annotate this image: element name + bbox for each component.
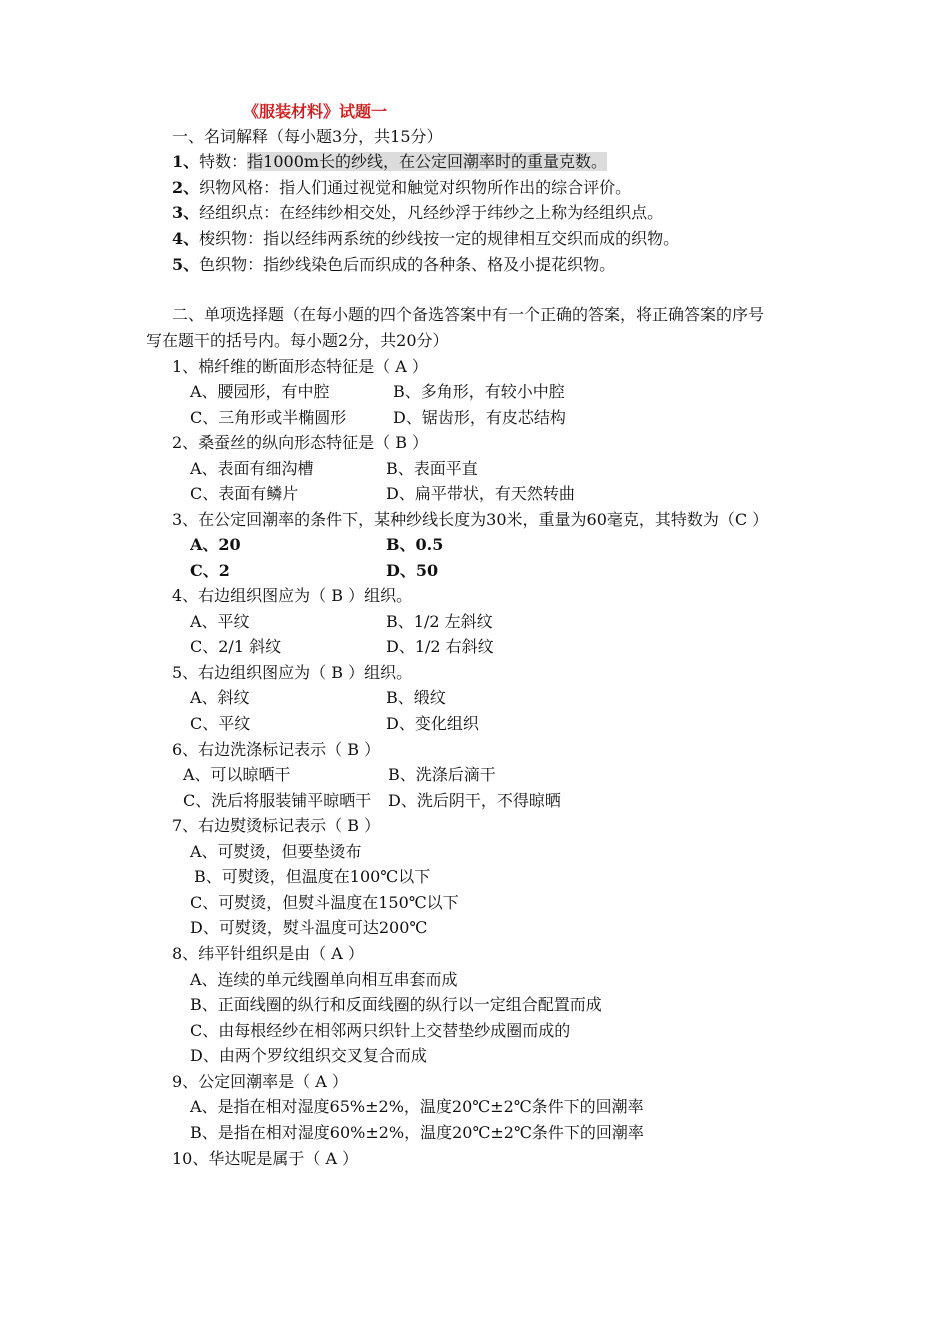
question-8-stem: 8、纬平针组织是由（ A ） [172, 944, 364, 963]
q1-option-c: C、三角形或半椭圆形 [190, 408, 347, 427]
q4-option-a: A、平纹 [190, 612, 250, 631]
term-def: 指纱线染色后而织成的各种条、格及小提花织物。 [263, 255, 616, 274]
q5-option-b: B、缎纹 [386, 688, 446, 707]
q3-option-b: B、0.5 [386, 535, 444, 554]
term-name: 经组织点： [199, 203, 280, 222]
section2-heading-line2: 写在题干的括号内。每小题2分，共20分） [146, 331, 449, 350]
q2-option-c: C、表面有鳞片 [190, 484, 299, 503]
q2-option-a: A、表面有细沟槽 [190, 459, 314, 478]
term-name: 梭织物： [199, 229, 264, 248]
q4-option-b: B、1/2 左斜纹 [386, 612, 493, 631]
q3-option-a: A、20 [190, 535, 241, 554]
term-name: 色织物： [199, 255, 264, 274]
term-num: 2、 [172, 178, 200, 197]
section1-heading: 一、名词解释（每小题3分，共15分） [172, 127, 443, 146]
q5-option-d: D、变化组织 [386, 714, 479, 733]
q8-option-c: C、由每根经纱在相邻两只织针上交替垫纱成圈而成的 [190, 1021, 571, 1040]
q7-option-a: A、可熨烫，但要垫烫布 [190, 842, 362, 861]
term-def: 指以经纬两系统的纱线按一定的规律相互交织而成的织物。 [263, 229, 680, 248]
q6-option-a: A、可以晾晒干 [183, 765, 291, 784]
term-def: 指人们通过视觉和触觉对织物所作出的综合评价。 [279, 178, 632, 197]
term-num: 5、 [172, 255, 200, 274]
term-4 [172, 228, 679, 250]
q7-option-c: C、可熨烫，但熨斗温度在150℃以下 [190, 893, 459, 912]
q5-option-c: C、平纹 [190, 714, 251, 733]
question-7-stem: 7、右边熨烫标记表示（ B ） [172, 816, 381, 835]
q7-option-b: B、可熨烫，但温度在100℃以下 [194, 867, 431, 886]
question-10-stem: 10、华达呢是属于（ A ） [172, 1149, 359, 1168]
term-5 [172, 254, 615, 276]
question-1-stem: 1、棉纤维的断面形态特征是（ A ） [172, 357, 428, 376]
q3-option-d: D、50 [386, 561, 439, 580]
q4-option-d: D、1/2 右斜纹 [386, 637, 494, 656]
term-1 [172, 151, 607, 173]
question-9-stem: 9、公定回潮率是（ A ） [172, 1072, 348, 1091]
q2-option-d: D、扁平带状，有天然转曲 [386, 484, 575, 503]
section2-heading-line1: 二、单项选择题（在每小题的四个备选答案中有一个正确的答案，将正确答案的序号 [172, 305, 765, 324]
term-def: 在经纬纱相交处，凡经纱浮于纬纱之上称为经组织点。 [279, 203, 664, 222]
q8-option-a: A、连续的单元线圈单向相互串套而成 [190, 970, 458, 989]
q4-option-c: C、2/1 斜纹 [190, 637, 282, 656]
term-num: 1、 [172, 152, 200, 171]
q6-option-b: B、洗涤后滴干 [388, 765, 496, 784]
q3-option-c: C、2 [190, 561, 230, 580]
question-3-stem: 3、在公定回潮率的条件下，某种纱线长度为30米，重量为60毫克，其特数为（C ） [172, 510, 769, 529]
doc-title: 《服装材料》试题一 [243, 102, 388, 121]
term-2 [172, 177, 631, 199]
q1-option-b: B、多角形，有较小中腔 [393, 382, 565, 401]
q9-option-a: A、是指在相对湿度65%±2%，温度20℃±2℃条件下的回潮率 [190, 1097, 644, 1116]
q7-option-d: D、可熨烫，熨斗温度可达200℃ [190, 918, 428, 937]
q5-option-a: A、斜纹 [190, 688, 250, 707]
term-3 [172, 202, 663, 224]
question-4-stem: 4、右边组织图应为（ B ）组织。 [172, 586, 413, 605]
q8-option-b: B、正面线圈的纵行和反面线圈的纵行以一定组合配置而成 [190, 995, 602, 1014]
q1-option-a: A、腰园形，有中腔 [190, 382, 330, 401]
term-def-highlighted: 指1000m长的纱线，在公定回潮率时的重量克数。 [247, 152, 608, 171]
question-2-stem: 2、桑蚕丝的纵向形态特征是（ B ） [172, 433, 429, 452]
q9-option-b: B、是指在相对湿度60%±2%，温度20℃±2℃条件下的回潮率 [190, 1123, 644, 1142]
q2-option-b: B、表面平直 [386, 459, 478, 478]
term-num: 3、 [172, 203, 200, 222]
term-num: 4、 [172, 229, 200, 248]
q1-option-d: D、锯齿形，有皮芯结构 [393, 408, 566, 427]
question-6-stem: 6、右边洗涤标记表示（ B ） [172, 740, 381, 759]
term-name: 织物风格： [199, 178, 280, 197]
term-name: 特数： [199, 152, 248, 171]
question-5-stem: 5、右边组织图应为（ B ）组织。 [172, 663, 413, 682]
q6-option-c: C、洗后将服装铺平晾晒干 [183, 791, 372, 810]
q8-option-d: D、由两个罗纹组织交叉复合而成 [190, 1046, 427, 1065]
q6-option-d: D、洗后阴干，不得晾晒 [388, 791, 561, 810]
